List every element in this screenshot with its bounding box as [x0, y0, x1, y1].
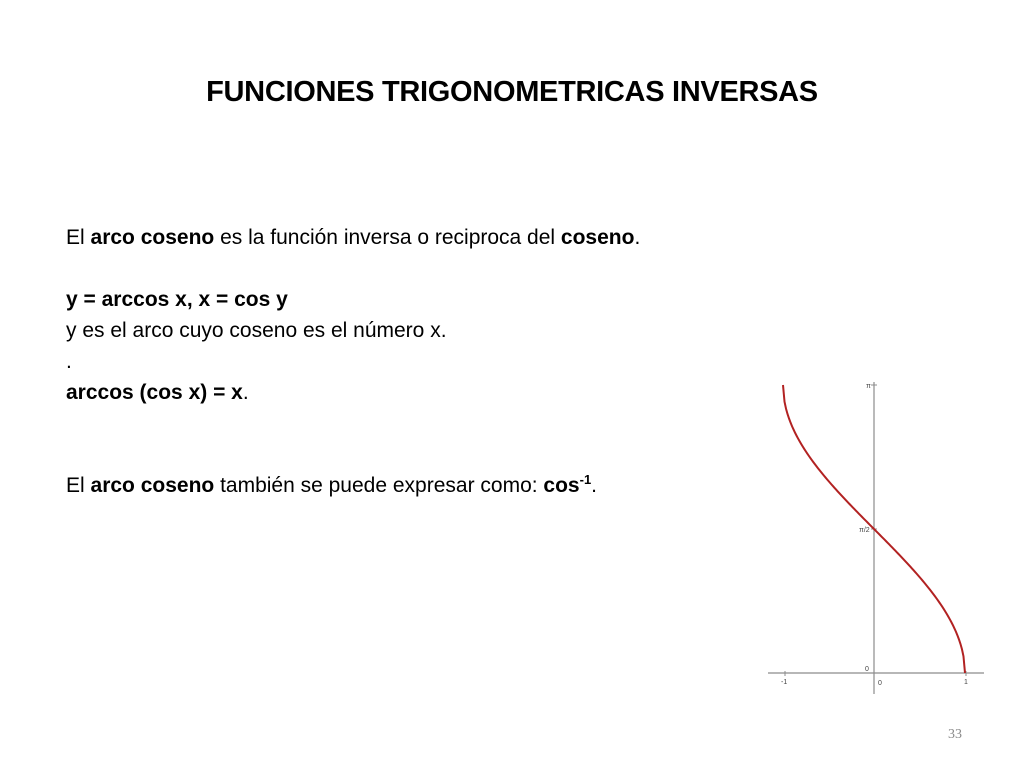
x-tick-label-0: 0: [878, 680, 882, 687]
arccos-graph: [760, 376, 992, 698]
y-tick-label-pi-half: π/2: [859, 527, 870, 534]
term-coseno: coseno: [560, 226, 635, 249]
dot-line: .: [66, 350, 72, 373]
page-number: 33: [948, 727, 962, 742]
formula-arccos: y = arccos x, x = cos y: [66, 288, 288, 311]
spacer: [66, 408, 766, 439]
text-definition: es la función inversa o reciproca del: [214, 226, 561, 249]
text-cos: cos: [543, 474, 580, 497]
text-period: .: [634, 226, 641, 249]
definition-line: [66, 222, 766, 253]
spacer: [66, 253, 766, 284]
identity-line: [66, 377, 766, 408]
text-period: .: [242, 381, 249, 404]
notation-line: [66, 470, 766, 501]
y-tick-label-0: 0: [865, 666, 869, 673]
spacer: [66, 439, 766, 470]
identity-formula: arccos (cos x) = x: [66, 381, 243, 404]
text-el: El: [66, 474, 91, 497]
y-tick-label-pi: π: [866, 383, 871, 390]
text-el: El: [66, 226, 91, 249]
slide-title: FUNCIONES TRIGONOMETRICAS INVERSAS: [206, 76, 818, 108]
explanation-line: y es el arco cuyo coseno es el número x.: [66, 319, 447, 342]
formula-line: [66, 284, 766, 315]
text-period: .: [591, 474, 598, 497]
x-tick-label-1: 1: [964, 679, 968, 686]
term-arco-coseno: arco coseno: [90, 226, 215, 249]
slide-body: [66, 222, 766, 501]
text-notation: también se puede expresar como:: [214, 474, 544, 497]
notation-cos-inverse: [543, 474, 591, 497]
term-arco-coseno: arco coseno: [90, 474, 215, 497]
x-tick-label-neg1: -1: [781, 679, 788, 686]
superscript-minus-one: -1: [579, 472, 592, 487]
